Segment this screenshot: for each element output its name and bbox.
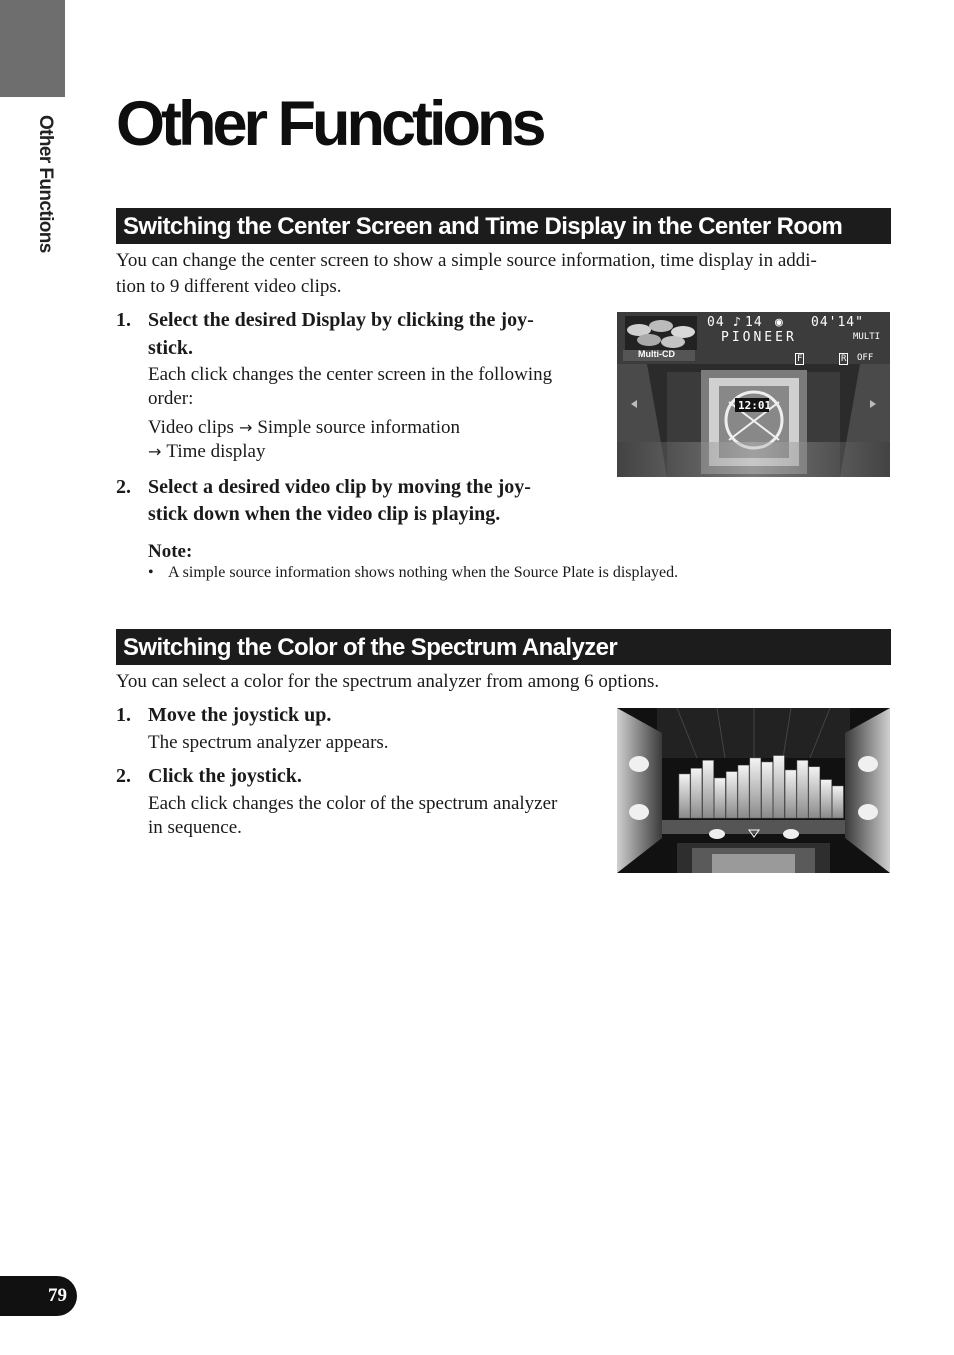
mode-label: MULTI bbox=[853, 332, 881, 342]
step-heading: Select the desired Display by clicking the joy- bbox=[148, 309, 534, 331]
step-heading: Click the joystick. bbox=[148, 765, 302, 787]
step-number: 2. bbox=[116, 765, 131, 787]
brand-label: PIONEER bbox=[721, 330, 797, 345]
arrow-right-icon: → bbox=[148, 442, 162, 461]
track-note-icon: ♪ bbox=[733, 315, 741, 330]
section-heading-spectrum: Switching the Color of the Spectrum Analyzer bbox=[116, 629, 891, 665]
spectrum-bar bbox=[738, 765, 749, 818]
elapsed-time: 04'14" bbox=[811, 315, 864, 330]
track-number: 14 bbox=[745, 315, 763, 330]
flag-r: R bbox=[841, 354, 847, 364]
spectrum-bar bbox=[832, 786, 843, 818]
spectrum-analyzer-screenshot bbox=[617, 708, 890, 873]
sequence-item-video-clips: Video clips bbox=[148, 417, 234, 438]
clock-display: 12:01 bbox=[738, 399, 772, 412]
side-tab-block bbox=[0, 0, 65, 97]
section2-intro: You can select a color for the spectrum analyzer from among 6 options. bbox=[116, 671, 660, 692]
step-body: The spectrum analyzer appears. bbox=[148, 732, 389, 753]
note-text: A simple source information shows nothing when the Source Plate is displayed. bbox=[168, 564, 679, 581]
spectrum-bar bbox=[821, 780, 832, 818]
step-body-line2: order: bbox=[148, 388, 194, 409]
step-number: 1. bbox=[116, 309, 131, 331]
page-title: Other Functions bbox=[116, 89, 543, 159]
spectrum-bar bbox=[726, 772, 737, 818]
spectrum-bar bbox=[750, 758, 761, 818]
step-number: 1. bbox=[116, 704, 131, 726]
sequence-item-time-display: Time display bbox=[166, 441, 266, 462]
spectrum-bar bbox=[714, 778, 725, 818]
note-label: Note: bbox=[148, 541, 193, 562]
spectrum-bar bbox=[773, 756, 784, 818]
flag-f: F bbox=[797, 354, 803, 364]
step-body-line1: Each click changes the color of the spectrum analyzer bbox=[148, 793, 558, 814]
disc-icon: ◉ bbox=[775, 315, 783, 330]
step-number: 2. bbox=[116, 476, 131, 498]
page-number: 79 bbox=[0, 1276, 77, 1316]
ceiling-slats bbox=[657, 708, 850, 758]
step-body-line1: Each click changes the center screen in the following bbox=[148, 364, 553, 385]
display-sequence-line1 bbox=[148, 416, 460, 440]
section1-intro-line2: tion to 9 different video clips. bbox=[116, 276, 342, 297]
bullet-icon: • bbox=[148, 564, 154, 581]
step-heading: Select a desired video clip by moving the joy- bbox=[148, 476, 531, 498]
step-heading: Move the joystick up. bbox=[148, 704, 332, 726]
step-heading-cont: stick. bbox=[148, 337, 193, 359]
spectrum-scene bbox=[617, 708, 890, 873]
section-heading-center-screen: Switching the Center Screen and Time Display in the Center Room bbox=[116, 208, 891, 244]
sequence-item-simple-source: Simple source information bbox=[257, 417, 460, 438]
center-room-screenshot bbox=[617, 312, 890, 477]
spectrum-bar bbox=[691, 768, 702, 818]
spectrum-bar bbox=[679, 774, 690, 818]
spectrum-bar bbox=[785, 770, 796, 818]
step-body-line2: in sequence. bbox=[148, 817, 242, 838]
arrow-right-icon: → bbox=[238, 418, 253, 437]
section1-intro-line1: You can change the center screen to show a simple source information, time display in addi- bbox=[116, 250, 817, 271]
side-tab-label: Other Functions bbox=[35, 115, 56, 253]
disc-number: 04 bbox=[707, 315, 725, 330]
spectrum-bar bbox=[703, 760, 714, 818]
source-badge: Multi-CD bbox=[638, 349, 675, 359]
display-sequence-line2 bbox=[148, 440, 265, 464]
spectrum-bar bbox=[762, 762, 773, 818]
off-label: OFF bbox=[857, 353, 874, 363]
spectrum-bar bbox=[809, 767, 820, 818]
spectrum-bar bbox=[797, 760, 808, 818]
step-heading-cont: stick down when the video clip is playing. bbox=[148, 503, 501, 525]
